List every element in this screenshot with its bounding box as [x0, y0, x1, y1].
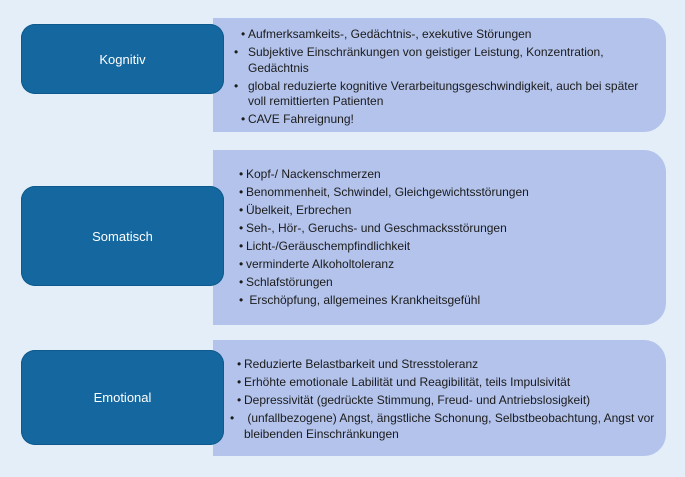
list-item: • Benommenheit, Schwindel, Gleichgewichtsstörungen — [239, 185, 529, 199]
list-item: • Reduzierte Belastbarkeit und Stresstoleranz — [237, 357, 479, 371]
emotional-label — [21, 350, 224, 445]
emotional-list — [213, 340, 666, 456]
list-item: • Kopf-/ Nackenschmerzen — [239, 167, 381, 181]
somatisch-list — [213, 150, 666, 325]
kognitiv-label — [21, 24, 224, 94]
kognitiv-label-text: Kognitiv — [99, 51, 146, 67]
list-item: • Erhöhte emotionale Labilität und Reagibilität, teils Impulsivität — [237, 375, 571, 389]
list-item: • Schlafstörungen — [239, 275, 333, 289]
list-item: • Seh-, Hör-, Geruchs- und Geschmacksstörungen — [239, 221, 507, 235]
emotional-label-text: Emotional — [93, 390, 152, 405]
list-item: • verminderte Alkoholtoleranz — [239, 257, 395, 271]
somatisch-label — [21, 186, 224, 286]
list-item: • Depressivität (gedrückte Stimmung, Freud- und Antriebslosigkeit) — [237, 393, 591, 407]
list-item: • Subjektive Einschränkungen von geistiger Leistung, Konzentration, Gedächtnis — [234, 45, 607, 75]
list-item: • global reduzierte kognitive Verarbeitungsgeschwindigkeit, auch bei später voll remittierten Patienten — [234, 78, 642, 108]
list-item: • Übelkeit, Erbrechen — [239, 203, 352, 217]
somatisch-label-text: Somatisch — [92, 228, 153, 244]
kognitiv-list — [213, 18, 666, 132]
list-item: • Licht-/Geräuschempfindlichkeit — [239, 239, 411, 253]
list-item: • Erschöpfung, allgemeines Krankheitsgefühl — [239, 293, 481, 307]
list-item: • (unfallbezogene) Angst, ängstliche Schonung, Selbstbeobachtung, Angst vor bleibenden Einschränkungen — [230, 411, 658, 441]
list-item: • CAVE Fahreignung! — [241, 112, 354, 126]
list-item: • Aufmerksamkeits-, Gedächtnis-, exekutive Störungen — [241, 27, 532, 41]
